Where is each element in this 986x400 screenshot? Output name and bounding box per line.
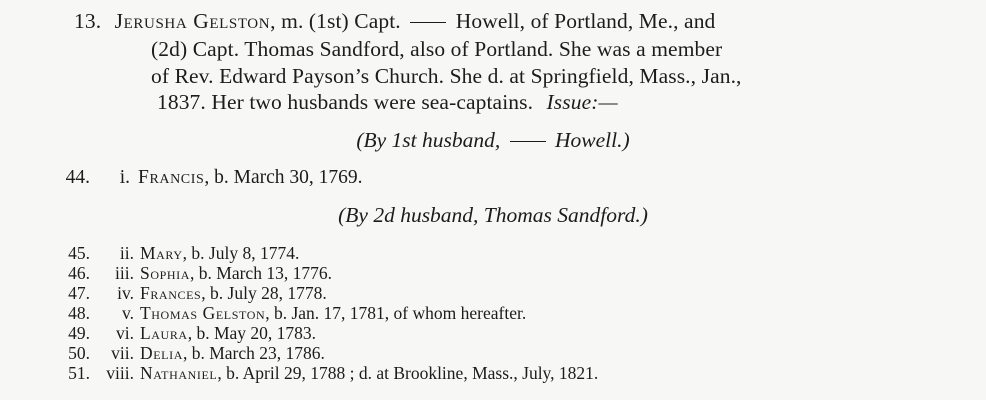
list-item — [56, 363, 598, 383]
child-roman: vi. — [116, 323, 134, 343]
child-name: Nathaniel — [140, 363, 218, 383]
child-detail: , b. April 29, 1788 ; d. at Brookline, Mass., July, 1821. — [217, 363, 599, 383]
child-number: 51. — [68, 363, 90, 383]
child-number: 47. — [68, 283, 90, 303]
child-name: Francis — [138, 167, 205, 188]
entry-number: 13. — [74, 9, 102, 33]
entry-name: Jerusha Gelston — [114, 9, 271, 33]
entry-line-2-text: (2d) Capt. Thomas Sandford, also of Portland. She was a member — [151, 37, 723, 61]
group-heading-1-close: Howell.) — [555, 128, 630, 152]
list-item — [56, 263, 332, 283]
entry-line-4 — [157, 89, 618, 115]
list-item — [56, 303, 526, 323]
entry-marriage-text: , m. (1st) Capt. — [270, 9, 401, 33]
group-heading-2 — [0, 202, 986, 228]
child-number: 45. — [68, 243, 90, 263]
child-name: Thomas Gelston — [140, 303, 266, 323]
child-detail: , b. March 23, 1786. — [182, 343, 325, 363]
entry-line-3-text: of Rev. Edward Payson’s Church. She d. at Springfield, Mass., Jan., — [151, 64, 742, 88]
child-roman: iv. — [117, 283, 134, 303]
child-detail: , b. July 28, 1778. — [201, 283, 327, 303]
child-roman: v. — [122, 303, 134, 323]
entry-line1-end: Howell, of Portland, Me., and — [455, 9, 716, 33]
child-detail: , b. March 30, 1769. — [204, 167, 363, 188]
child-roman: i. — [119, 167, 130, 188]
child-name: Sophia — [140, 263, 191, 283]
child-roman: vii. — [111, 343, 134, 363]
issue-label: Issue:— — [546, 90, 618, 114]
child-number: 49. — [68, 323, 90, 343]
child-number: 48. — [68, 303, 90, 323]
list-item — [52, 166, 363, 190]
child-name: Mary — [140, 243, 183, 263]
blank-dash — [510, 141, 546, 142]
group-heading-1 — [0, 127, 986, 153]
child-number: 50. — [68, 343, 90, 363]
child-detail: , b. Jan. 17, 1781, of whom hereafter. — [265, 303, 527, 323]
group-heading-2-text: (By 2d husband, Thomas Sandford.) — [338, 203, 648, 227]
list-item — [56, 283, 327, 303]
entry-line-3 — [151, 63, 742, 89]
child-roman: ii. — [119, 243, 134, 263]
child-name: Delia — [140, 343, 183, 363]
list-item — [56, 343, 325, 363]
list-item — [56, 323, 316, 343]
entry-line-4-text: 1837. Her two husbands were sea-captains. — [157, 90, 534, 114]
child-roman: iii. — [115, 263, 134, 283]
child-detail: , b. July 8, 1774. — [182, 243, 300, 263]
list-item — [56, 243, 299, 263]
child-roman: viii. — [106, 363, 134, 383]
child-number: 46. — [68, 263, 90, 283]
child-detail: , b. May 20, 1783. — [187, 323, 317, 343]
child-name: Laura — [140, 323, 188, 343]
entry-line-2 — [151, 36, 722, 62]
child-name: Frances — [140, 283, 202, 303]
blank-dash — [410, 22, 446, 23]
group-heading-1-open: (By 1st husband, — [356, 128, 501, 152]
child-number: 44. — [65, 167, 90, 188]
child-detail: , b. March 13, 1776. — [190, 263, 332, 283]
entry-line-1 — [74, 8, 715, 34]
